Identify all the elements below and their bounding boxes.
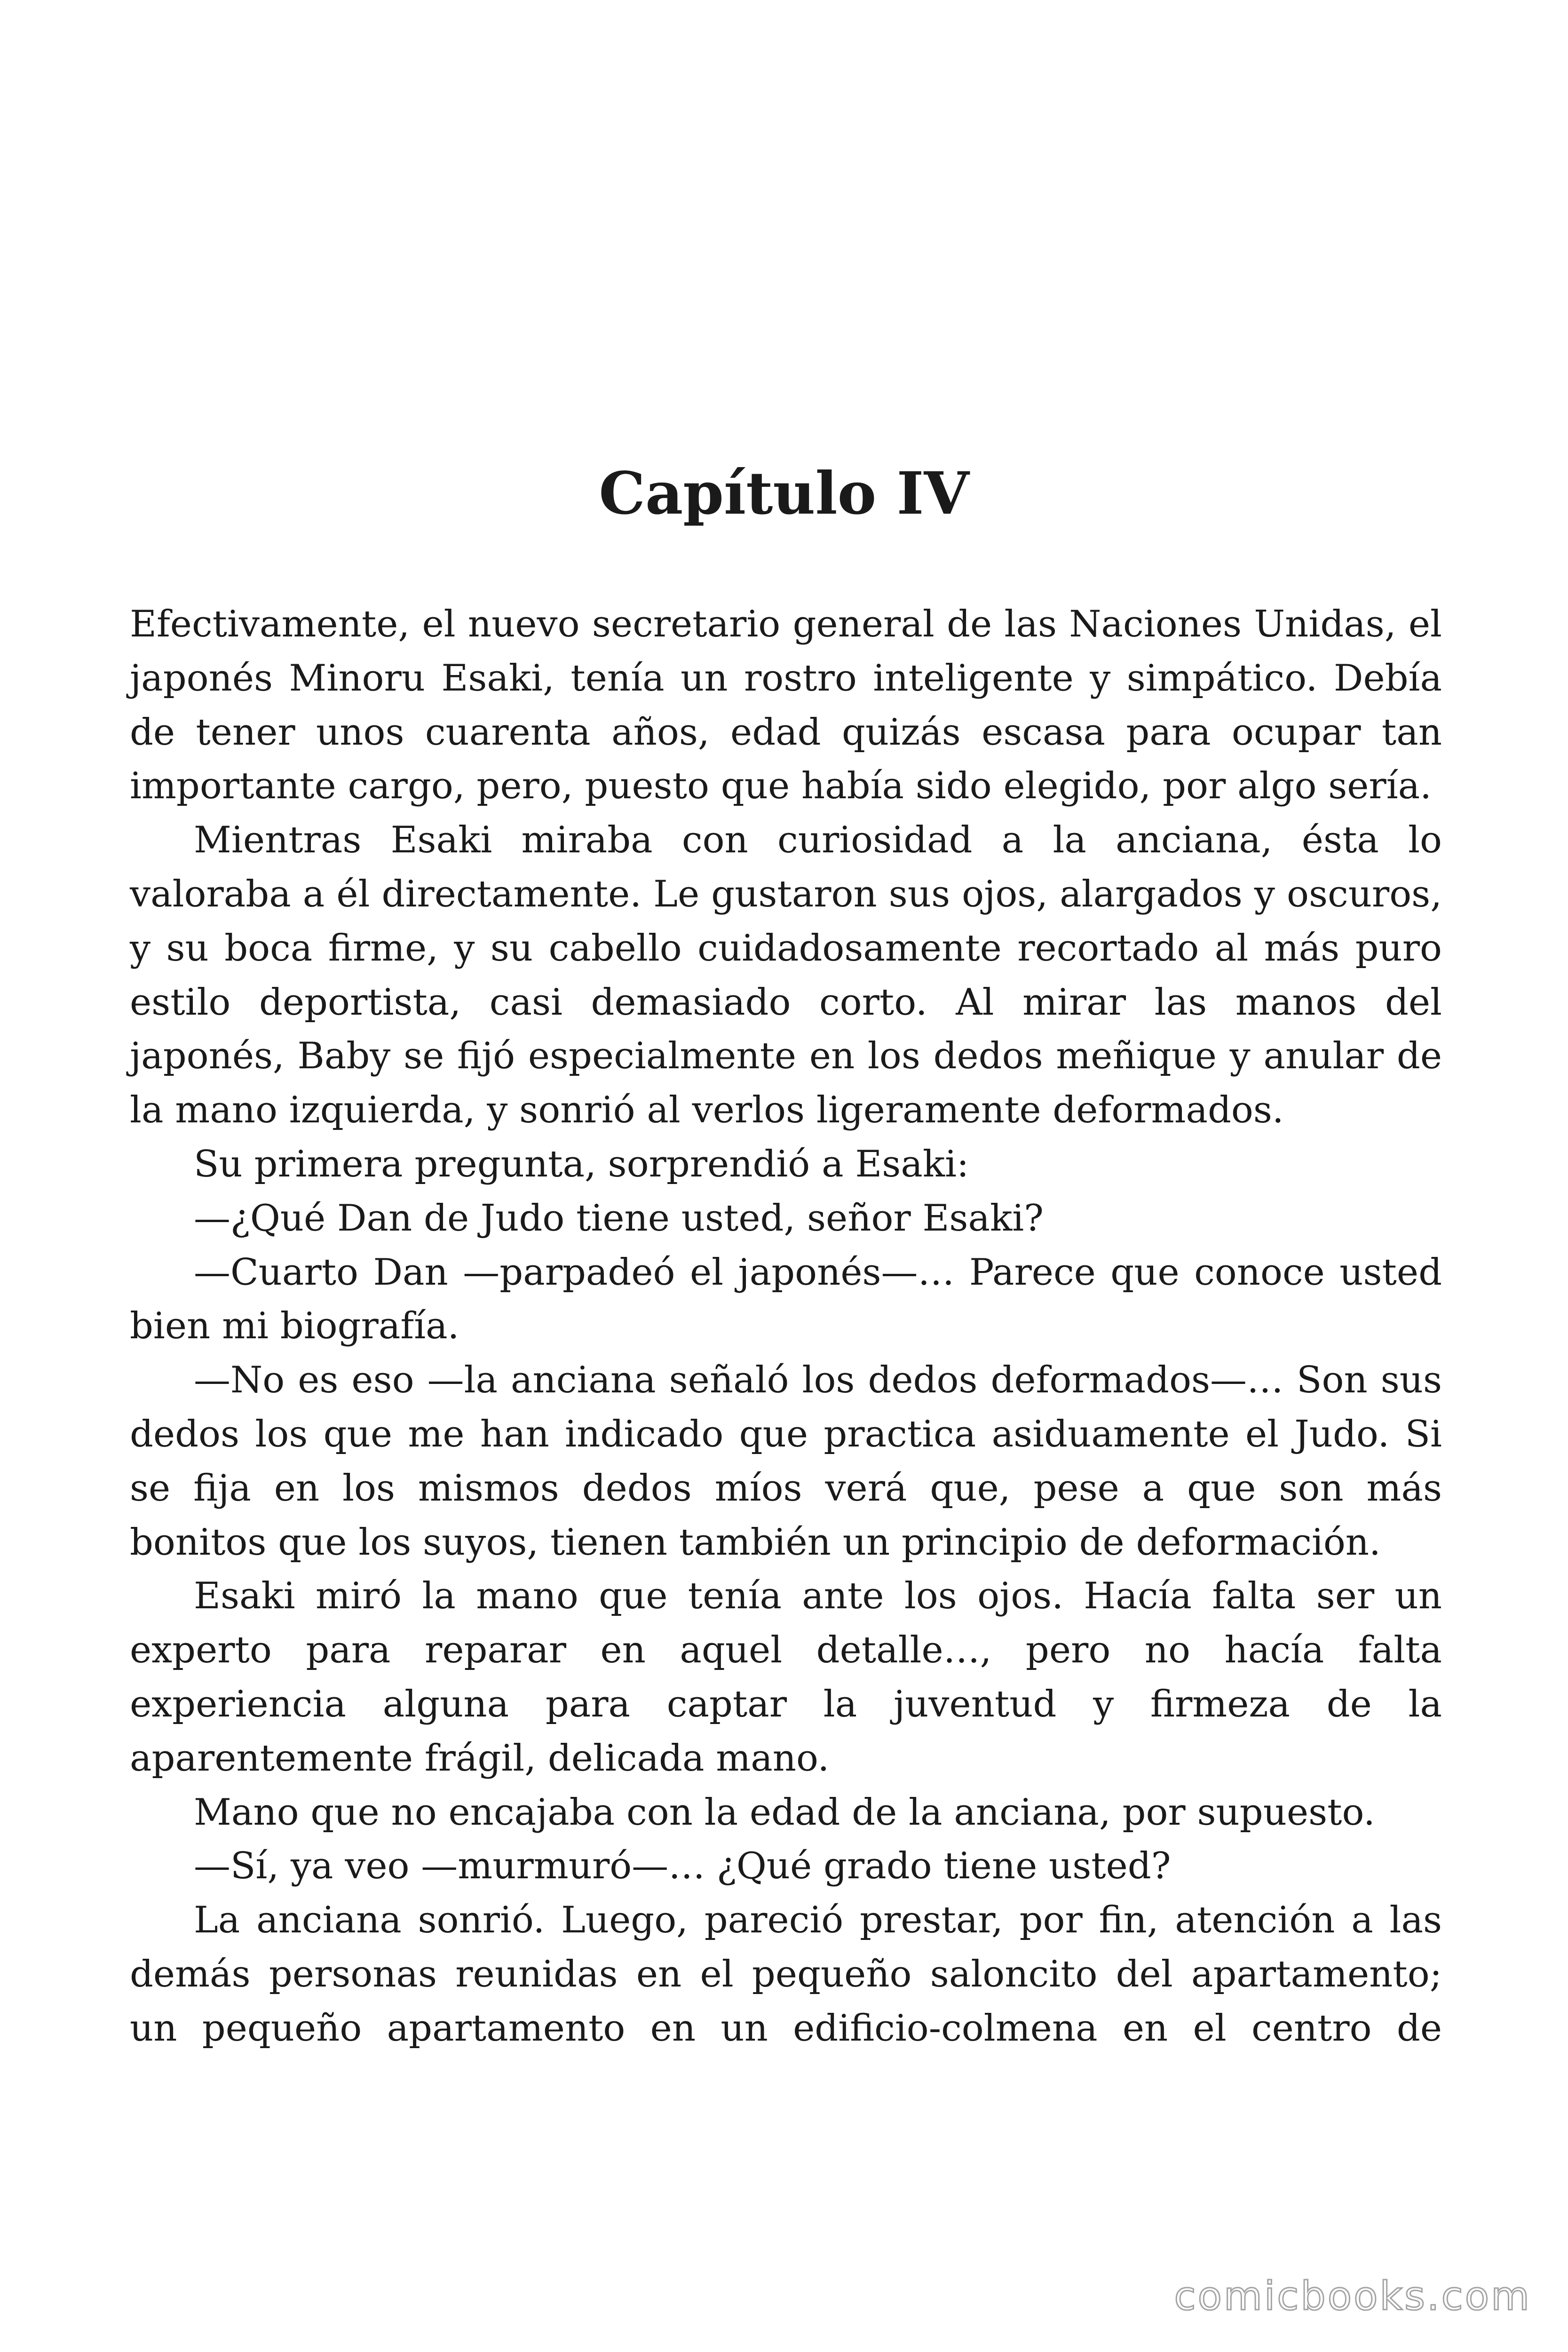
paragraph: Mientras Esaki miraba con curiosidad a la anciana, ésta lo valoraba a él directamente. Le gustaron sus ojos, alargados y oscuros, y su boca firme, y su cabello cuidadosamente recortado al más puro estilo deportista, casi demasiado corto. Al mirar las manos del japonés, Baby se fijó especialmente en los dedos meñique y anular de la mano izquierda, y sonrió al verlos ligeramente deformados.: [130, 819, 1442, 1132]
chapter-title: Capítulo IV: [599, 460, 969, 528]
dialogue-line: —¿Qué Dan de Judo tiene usted, señor Esaki?: [194, 1197, 1044, 1240]
chapter-body: [130, 597, 1442, 2056]
paragraph: La anciana sonrió. Luego, pareció prestar, por fin, atención a las demás personas reunidas en el pequeño saloncito del apartamento; un pequeño apartamento en un edificio-colmena en el centro de: [130, 1899, 1442, 2050]
paragraph: Mano que no encajaba con la edad de la anciana, por supuesto.: [194, 1791, 1375, 1834]
dialogue-line: —Cuarto Dan —parpadeó el japonés—… Parece que conoce usted bien mi biografía.: [130, 1251, 1442, 1348]
dialogue-line: —No es eso —la anciana señaló los dedos deformados—… Son sus dedos los que me han indicado que practica asiduamente el Judo. Si se fija en los mismos dedos míos verá que, pese a que son más bonitos que los suyos, tienen también un principio de deformación.: [130, 1359, 1442, 1564]
paragraph: Efectivamente, el nuevo secretario general de las Naciones Unidas, el japonés Minoru Esaki, tenía un rostro inteligente y simpático. Debía de tener unos cuarenta años, edad quizás escasa para ocupar tan importante cargo, pero, puesto que había sido elegido, por algo sería.: [130, 603, 1442, 808]
watermark: comicbooks.com: [1174, 2273, 1531, 2319]
paragraph: Su primera pregunta, sorprendió a Esaki:: [194, 1143, 969, 1185]
dialogue-line: —Sí, ya veo —murmuró—… ¿Qué grado tiene usted?: [194, 1845, 1171, 1888]
paragraph: Esaki miró la mano que tenía ante los ojos. Hacía falta ser un experto para reparar en aquel detalle…, pero no hacía falta experiencia alguna para captar la juventud y firmeza de la aparentemente frágil, delicada mano.: [130, 1575, 1442, 1780]
